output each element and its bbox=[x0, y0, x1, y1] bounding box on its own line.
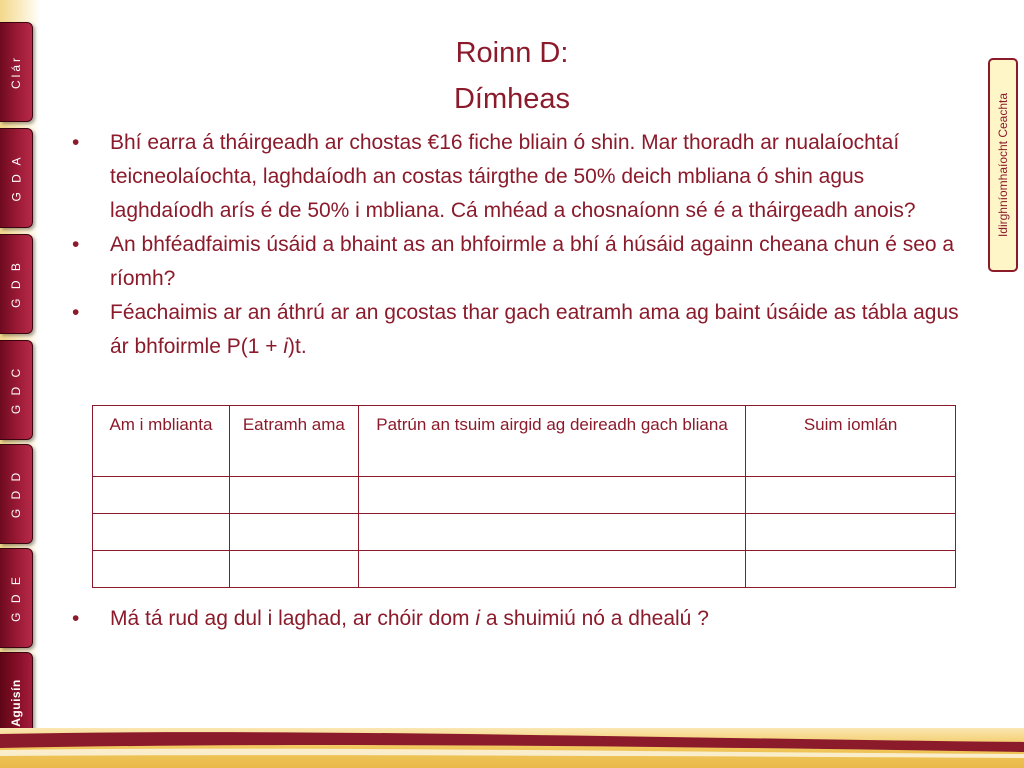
nav-button-clar[interactable] bbox=[0, 22, 33, 122]
table-cell[interactable] bbox=[746, 514, 956, 551]
nav-label: G D B bbox=[9, 260, 24, 308]
bottom-decorative-band bbox=[0, 728, 1024, 768]
column-header: Eatramh ama bbox=[229, 406, 358, 477]
nav-button-gde[interactable] bbox=[0, 548, 33, 648]
nav-label: Clár bbox=[9, 54, 24, 90]
column-header: Patrún an tsuim airgid ag deireadh gach bliana bbox=[358, 406, 745, 477]
bottom-swoosh-decoration bbox=[0, 728, 1024, 768]
table-cell[interactable] bbox=[229, 551, 358, 588]
slide-title bbox=[40, 30, 984, 122]
table-cell[interactable] bbox=[746, 477, 956, 514]
bullet-italic-i: i bbox=[475, 607, 481, 630]
nav-label: G D A bbox=[9, 154, 24, 202]
nav-button-gdc[interactable] bbox=[0, 340, 33, 440]
table-header-row bbox=[93, 406, 956, 477]
bullet-list bbox=[60, 126, 960, 364]
table-cell[interactable] bbox=[358, 551, 745, 588]
nav-label: G D D bbox=[9, 469, 23, 519]
calculation-table bbox=[92, 405, 956, 588]
table-row bbox=[93, 514, 956, 551]
table-cell[interactable] bbox=[746, 551, 956, 588]
table-cell[interactable] bbox=[358, 477, 745, 514]
nav-button-gda[interactable] bbox=[0, 128, 33, 228]
bullet-item bbox=[60, 602, 960, 636]
bullet-item: • An bhféadfaimis úsáid a bhaint as an bhfoirmle a bhí á húsáid againn cheana chun é seo a ríomh? bbox=[60, 228, 960, 296]
nav-button-gdb[interactable] bbox=[0, 234, 33, 334]
bullet-text: a shuimiú nó a dhealú ? bbox=[480, 607, 709, 630]
nav-button-gdd[interactable] bbox=[0, 444, 33, 544]
bullet-item: • Bhí earra á tháirgeadh ar chostas €16 fiche bliain ó shin. Mar thoradh ar nualaíochtaí teicneolaíochta, laghdaíodh an costas táirgthe de 50% deich mbliana ó shin agus laghdaíodh arís é de 50% i mbliana. Cá mhéad a chosnaíonn sé é a tháirgeadh anois? bbox=[60, 126, 960, 228]
table-cell[interactable] bbox=[93, 551, 230, 588]
title-line-1: Roinn D: bbox=[455, 37, 569, 69]
table-cell[interactable] bbox=[93, 477, 230, 514]
lesson-interaction-tab[interactable] bbox=[988, 58, 1018, 272]
table-row bbox=[93, 551, 956, 588]
bullet-text: Féachaimis ar an áthrú ar an gcostas thar gach eatramh ama ag baint úsáide as tábla agus ár bhfoirmle P(1 + bbox=[110, 301, 959, 358]
nav-label: G D C bbox=[9, 365, 23, 415]
title-line-2: Dímheas bbox=[453, 83, 571, 115]
closing-bullet-list bbox=[60, 602, 960, 636]
table-cell[interactable] bbox=[229, 514, 358, 551]
side-tab-label: Idirghníomhaíocht Ceachta bbox=[996, 92, 1010, 238]
table-cell[interactable] bbox=[229, 477, 358, 514]
column-header: Am i mblianta bbox=[93, 406, 230, 477]
section-navigation bbox=[0, 0, 40, 768]
column-header: Suim iomlán bbox=[746, 406, 956, 477]
bullet-text: )t. bbox=[288, 335, 307, 358]
bullet-item bbox=[60, 296, 960, 364]
table-row bbox=[93, 477, 956, 514]
nav-label: Aguisín bbox=[9, 679, 23, 727]
table-cell[interactable] bbox=[358, 514, 745, 551]
bullet-text: Má tá rud ag dul i laghad, ar chóir dom bbox=[110, 607, 476, 630]
nav-label: G D E bbox=[9, 574, 24, 622]
table-cell[interactable] bbox=[93, 514, 230, 551]
bullet-italic-i: i bbox=[283, 335, 288, 358]
